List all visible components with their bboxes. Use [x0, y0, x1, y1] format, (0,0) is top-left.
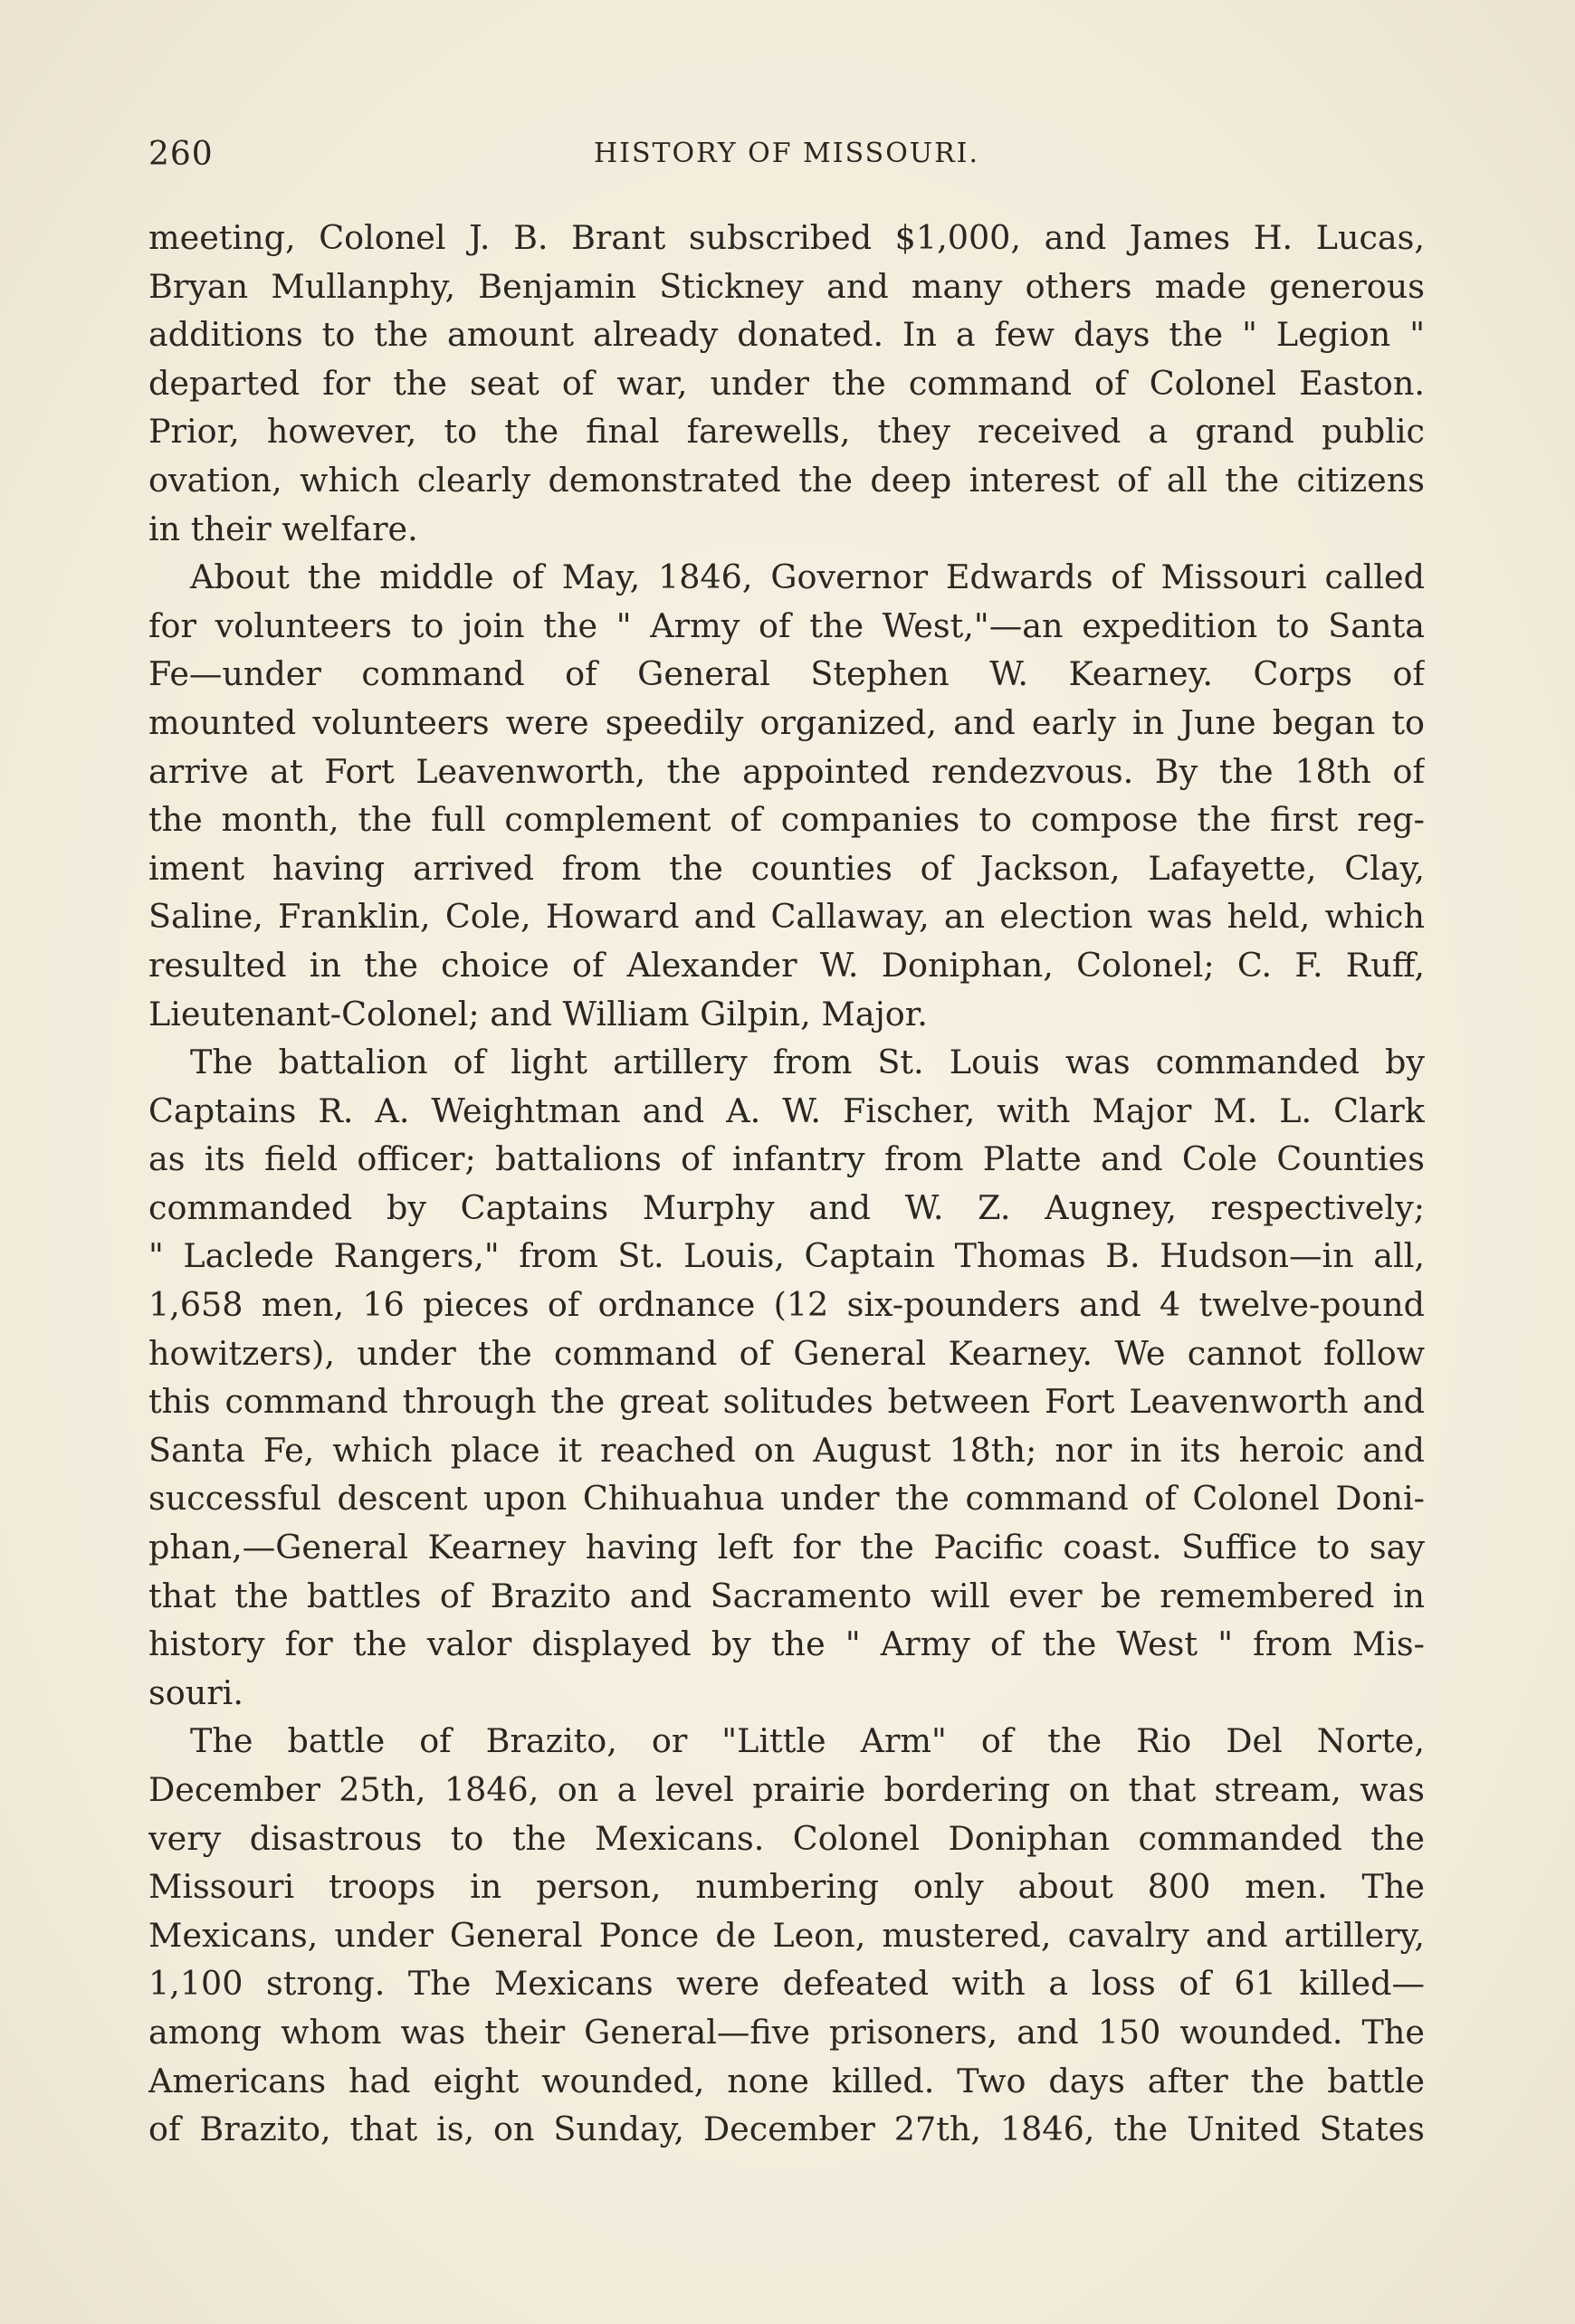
- text-line: phan,—General Kearney having left for the Pacific coast. Suffice to say: [148, 1528, 1425, 1567]
- text-line: history for the valor displayed by the " Army of the West " from Mis-: [148, 1624, 1425, 1664]
- text-line: among whom was their General—five prisoners, and 150 wounded. The: [148, 2012, 1425, 2052]
- text-line: of Brazito, that is, on Sunday, December 27th, 1846, the United States: [148, 2110, 1425, 2149]
- text-line: meeting, Colonel J. B. Brant subscribed $1,000, and James H. Lucas,: [148, 218, 1425, 257]
- page-number: 260: [148, 136, 214, 173]
- text-line: 1,658 men, 16 pieces of ordnance (12 six-pounders and 4 twelve-pound: [148, 1285, 1425, 1325]
- text-line: iment having arrived from the counties of Jackson, Lafayette, Clay,: [148, 848, 1425, 888]
- text-line: Captains R. A. Weightman and A. W. Fischer, with Major M. L. Clark: [148, 1091, 1425, 1130]
- text-line: departed for the seat of war, under the command of Colonel Easton.: [148, 363, 1425, 403]
- paragraph-start-line: The battle of Brazito, or "Little Arm" of the Rio Del Norte,: [190, 1721, 1425, 1761]
- text-line: as its field officer; battalions of infantry from Platte and Cole Counties: [148, 1139, 1425, 1179]
- running-title: HISTORY OF MISSOURI.: [593, 138, 980, 169]
- text-line: the month, the full complement of companies to compose the first reg-: [148, 800, 1425, 840]
- text-line: mounted volunteers were speedily organized, and early in June began to: [148, 702, 1425, 742]
- paragraph-start-line: About the middle of May, 1846, Governor Edwards of Missouri called: [190, 557, 1425, 597]
- text-line: " Laclede Rangers," from St. Louis, Captain Thomas B. Hudson—in all,: [148, 1236, 1425, 1276]
- page-header: [148, 136, 1425, 172]
- text-line: Fe—under command of General Stephen W. Kearney. Corps of: [148, 654, 1425, 694]
- text-line: December 25th, 1846, on a level prairie bordering on that stream, was: [148, 1770, 1425, 1809]
- text-line: 1,100 strong. The Mexicans were defeated with a loss of 61 killed—: [148, 1964, 1425, 2004]
- text-line: Missouri troops in person, numbering only about 800 men. The: [148, 1867, 1425, 1907]
- text-line: very disastrous to the Mexicans. Colonel Doniphan commanded the: [148, 1818, 1425, 1858]
- text-line: arrive at Fort Leavenworth, the appointed rendezvous. By the 18th of: [148, 751, 1425, 791]
- text-line: ovation, which clearly demonstrated the deep interest of all the citizens: [148, 460, 1425, 500]
- text-line: additions to the amount already donated. In a few days the " Legion ": [148, 315, 1425, 355]
- paragraph-start-line: The battalion of light artillery from St. Louis was commanded by: [190, 1043, 1425, 1082]
- text-line: Saline, Franklin, Cole, Howard and Callaway, an election was held, which: [148, 897, 1425, 937]
- text-line: Prior, however, to the final farewells, they received a grand public: [148, 412, 1425, 452]
- text-line: howitzers), under the command of General Kearney. We cannot follow: [148, 1333, 1425, 1373]
- text-line: for volunteers to join the " Army of the West,"—an expedition to Santa: [148, 605, 1425, 645]
- text-line: souri.: [148, 1672, 243, 1712]
- text-line: Americans had eight wounded, none killed. Two days after the battle: [148, 2061, 1425, 2100]
- text-line: Mexicans, under General Ponce de Leon, mustered, cavalry and artillery,: [148, 1915, 1425, 1955]
- text-line: in their welfare.: [148, 509, 418, 548]
- text-line: this command through the great solitudes between Fort Leavenworth and: [148, 1382, 1425, 1422]
- body-text: [148, 214, 1425, 2154]
- text-line: successful descent upon Chihuahua under the command of Colonel Doni-: [148, 1479, 1425, 1519]
- text-line: resulted in the choice of Alexander W. Doniphan, Colonel; C. F. Ruff,: [148, 945, 1425, 985]
- text-line: Lieutenant-Colonel; and William Gilpin, Major.: [148, 994, 928, 1033]
- text-line: commanded by Captains Murphy and W. Z. Augney, respectively;: [148, 1187, 1425, 1227]
- text-line: Santa Fe, which place it reached on August 18th; nor in its heroic and: [148, 1430, 1425, 1470]
- text-line: Bryan Mullanphy, Benjamin Stickney and many others made generous: [148, 266, 1425, 306]
- text-line: that the battles of Brazito and Sacramento will ever be remembered in: [148, 1576, 1425, 1615]
